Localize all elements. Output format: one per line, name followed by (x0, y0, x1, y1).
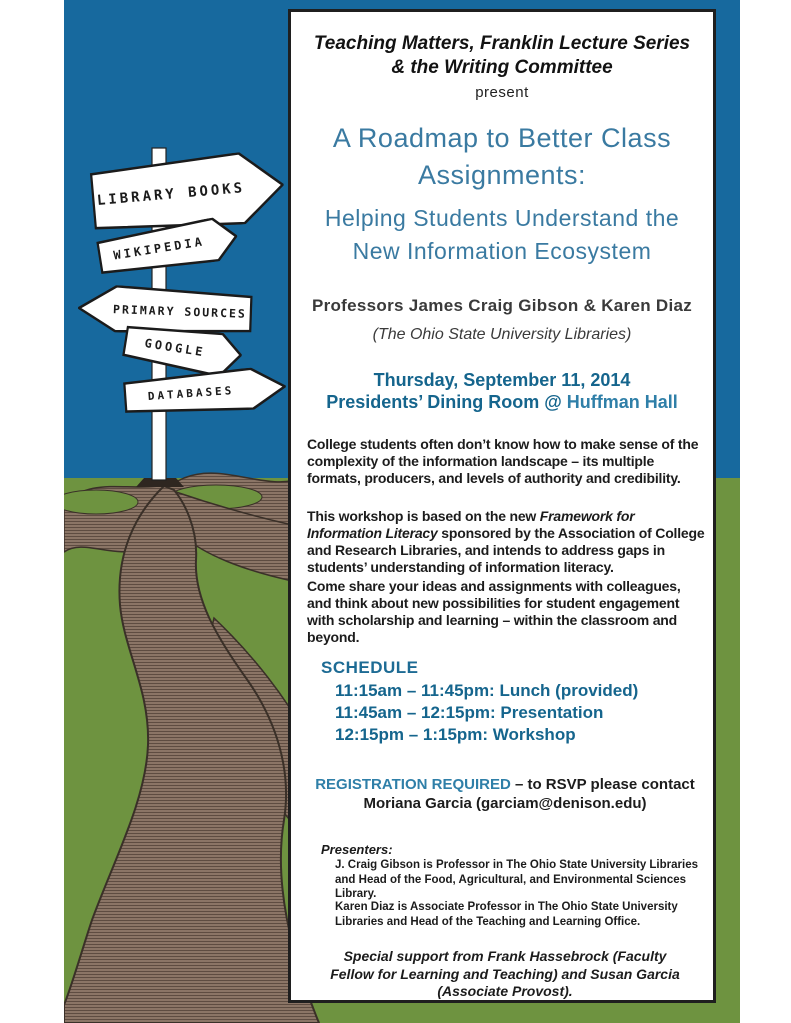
registration-line (303, 776, 707, 795)
registration-block (303, 776, 707, 814)
schedule-item-lunch: 11:15am – 11:45pm: Lunch (provided) (335, 681, 639, 700)
organizers-line-2: & the Writing Committee (391, 56, 613, 78)
registration-rsvp-text: – to RSVP please contact (510, 776, 695, 793)
affiliation-line: (The Ohio State University Libraries) (372, 326, 632, 343)
organizers-line-1: Teaching Matters, Franklin Lecture Series (313, 33, 691, 54)
sign-label: WIKIPEDIA (112, 234, 206, 263)
schedule-heading: SCHEDULE (321, 658, 419, 677)
workshop-text-suffix: sponsored by the Association of College and Research Libraries, and intends to address gaps in students’ understanding of information literacy. (307, 525, 705, 576)
registration-required-label: REGISTRATION REQUIRED (315, 776, 511, 793)
sign-label: LIBRARY BOOKS (96, 180, 246, 209)
flyer-panel (288, 9, 716, 1003)
organizers-heading (291, 32, 713, 80)
sign-label: DATABASES (147, 383, 235, 403)
schedule-item-presentation: 11:45am – 12:15pm: Presentation (335, 703, 604, 723)
speakers-line: Professors James Craig Gibson & Karen Diaz (311, 296, 693, 315)
event-date: Thursday, September 11, 2014 (373, 370, 631, 390)
workshop-text-prefix: This workshop is based on the new (307, 508, 540, 524)
intro-paragraph: College students often don’t know how to make sense of the complexity of the information landscape – its multiple formats, producers, and levels of authority and credibility. (307, 436, 699, 487)
event-location-room: Presidents’ Dining Room @ (326, 392, 567, 412)
registration-contact: Moriana Garcia (garciam@denison.edu) (363, 794, 647, 812)
schedule-item-workshop: 12:15pm – 1:15pm: Workshop (335, 725, 576, 745)
workshop-paragraph (307, 508, 707, 576)
present-label: present (475, 84, 529, 101)
flyer-title: A Roadmap to Better Class Assignments: (332, 123, 672, 191)
grass-island (64, 490, 138, 514)
schedule-list (335, 680, 713, 746)
support-note: Special support from Frank Hassebrock (Faculty Fellow for Learning and Teaching) and Susan Garcia (Associate Provost). (330, 948, 680, 999)
invite-paragraph: Come share your ideas and assignments with colleagues, and think about new possibilities for student engagement with scholarship and learning – within the classroom and beyond. (307, 578, 681, 646)
event-location-venue: Huffman Hall (566, 392, 678, 412)
presenters-heading: Presenters: (321, 842, 393, 857)
event-location (291, 392, 713, 413)
sign-label: PRIMARY SOURCES (112, 301, 248, 321)
flyer-subtitle: Helping Students Understand the New Information Ecosystem (324, 205, 680, 264)
presenter-bio-diaz: Karen Diaz is Associate Professor in The Ohio State University Libraries and Head of the Teaching and Learning Office. (335, 901, 678, 928)
sign-label: GOOGLE (143, 336, 207, 360)
framework-title: Framework for Information Literacy (307, 508, 635, 542)
presenter-bio-gibson: J. Craig Gibson is Professor in The Ohio State University Libraries and Head of the Food, Agricultural, and Environmental Sciences Library. (335, 859, 698, 901)
